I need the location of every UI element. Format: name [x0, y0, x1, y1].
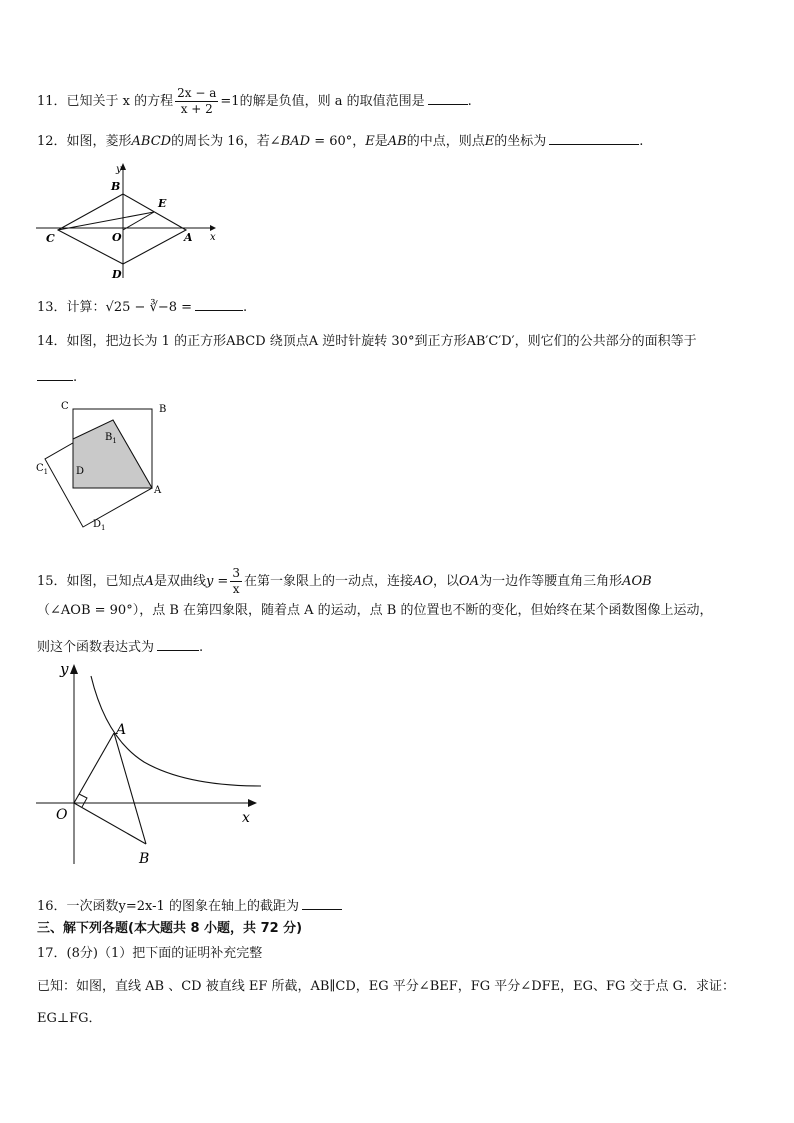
q15-fig-y-label: y: [60, 660, 69, 678]
q15-fraction: [230, 566, 242, 597]
q14-fig-c1-label: $C_1$: [36, 463, 49, 476]
question-16: [37, 895, 342, 916]
q12-text: 是: [374, 134, 388, 149]
q15-text: ，以: [433, 574, 460, 589]
q12-ab: AB: [387, 134, 407, 149]
question-13: [37, 296, 247, 317]
q14-fig-a-label: A: [154, 485, 162, 496]
q15-answer-blank: [157, 636, 199, 651]
q12-end: .: [639, 134, 644, 149]
q14-squares-figure: [36, 393, 176, 533]
q15-fig-a-label: A: [116, 722, 127, 738]
q13-answer-blank: [195, 296, 243, 311]
q17-text: 已知：如图，直线 AB 、CD 被直线 EF 所截，AB∥CD，EG 平分∠BEF，FG 平分∠DFE，EG、FG 交于点 G．求证：: [37, 979, 736, 994]
q11-suffix: 的解是负值，则 a 的取值范围是: [239, 94, 425, 109]
q14-fig-b-label: B: [159, 404, 167, 415]
question-17-line2: [37, 978, 735, 996]
q15-text: 15．如图，已知点: [37, 574, 145, 589]
question-15-line3: [37, 636, 203, 657]
q12-fig-b-label: B: [111, 180, 121, 193]
question-15-line1: [37, 566, 652, 597]
question-17-line3: [37, 1010, 102, 1028]
q15-hyperbola-figure: [36, 658, 266, 868]
q17-text: EG⊥FG．: [37, 1011, 102, 1026]
q12-fig-c-label: C: [46, 232, 55, 245]
q16-text: 16．一次函数y=2x-1 的图象在轴上的截距为: [37, 899, 299, 914]
q14-fig-d-label: D: [76, 466, 85, 477]
q15-numerator: 3: [232, 566, 240, 580]
q12-fig-o-label: O: [112, 231, 122, 244]
q11-numerator: 2x − a: [177, 86, 217, 100]
q15-text: （∠AOB = 90°），点 B 在第四象限，随着点 A 的运动，点 B 的位置也不断的变化，但始终在某个函数图像上运动，: [37, 603, 713, 618]
question-14: [37, 333, 697, 351]
q15-ao: AO: [412, 574, 434, 589]
q15-fig-x-label: x: [242, 810, 250, 826]
q12-fig-y-label: y: [116, 164, 122, 175]
q11-denominator: x + 2: [180, 102, 213, 116]
q13-prefix: 13．计算：: [37, 300, 106, 315]
q12-text: 12．如图，菱形: [37, 134, 132, 149]
q14-answer-blank: [37, 366, 73, 381]
q12-abcd: ABCD: [131, 134, 172, 149]
q11-answer-blank: [428, 90, 468, 105]
q14-fig-b1-label: $B_1$: [105, 432, 117, 445]
question-11: [37, 86, 472, 117]
q15-end: .: [199, 640, 204, 655]
q15-text: 为一边作等腰直角三角形: [479, 574, 623, 589]
q14-fig-d1-label: $D_1$: [93, 519, 106, 532]
q13-end: .: [243, 300, 248, 315]
q12-text: 的周长为 16，若∠: [171, 134, 281, 149]
q12-text: 的中点，则点: [406, 134, 485, 149]
q15-text: 在第一象限上的一动点，连接: [243, 574, 413, 589]
q13-expression: √25 − ∛−8 =: [105, 300, 193, 315]
q15-aob: AOB: [622, 574, 652, 589]
question-12: [37, 130, 643, 151]
section-3-heading: 三、解下列各题(本大题共 8 小题，共 72 分): [37, 921, 303, 936]
q12-rhombus-figure: [36, 160, 226, 285]
q15-a: A: [144, 574, 154, 589]
q17-text: 17．(8分)（1）把下面的证明补充完整: [37, 946, 263, 961]
question-17-line1: [37, 945, 262, 963]
q11-fraction: [175, 86, 218, 117]
q15-fig-b-label: B: [139, 851, 150, 867]
q15-text: 是双曲线: [153, 574, 206, 589]
q12-bad: BAD: [280, 134, 311, 149]
q14-text: 14．如图，把边长为 1 的正方形ABCD 绕顶点A 逆时针旋转 30°到正方形AB′C′D′，则它们的公共部分的面积等于: [37, 334, 697, 349]
q15-denominator: x: [232, 582, 240, 596]
q12-fig-x-label: x: [210, 232, 216, 243]
q12-answer-blank: [549, 130, 639, 145]
q11-equals: =1: [220, 94, 240, 109]
q15-fig-o-label: O: [56, 807, 68, 823]
q12-e: E: [484, 134, 495, 149]
q16-answer-blank: [302, 895, 342, 910]
q11-prefix: 11．已知关于 x 的方程: [37, 94, 174, 109]
q12-fig-a-label: A: [184, 231, 193, 244]
q12-fig-d-label: D: [112, 268, 122, 281]
q12-text: 的坐标为: [494, 134, 547, 149]
q12-fig-e-label: E: [158, 197, 167, 210]
q15-oa: OA: [459, 574, 480, 589]
q12-text: = 60°，: [310, 134, 366, 149]
q15-text: 则这个函数表达式为: [37, 640, 155, 655]
q15-y-eq: y =: [205, 574, 229, 589]
question-14-cont: [37, 366, 77, 387]
q11-end: .: [467, 94, 472, 109]
q14-fig-c-label: C: [61, 401, 69, 412]
question-15-line2: [37, 602, 712, 620]
q12-e: E: [365, 134, 375, 149]
q14-end: .: [73, 370, 78, 385]
